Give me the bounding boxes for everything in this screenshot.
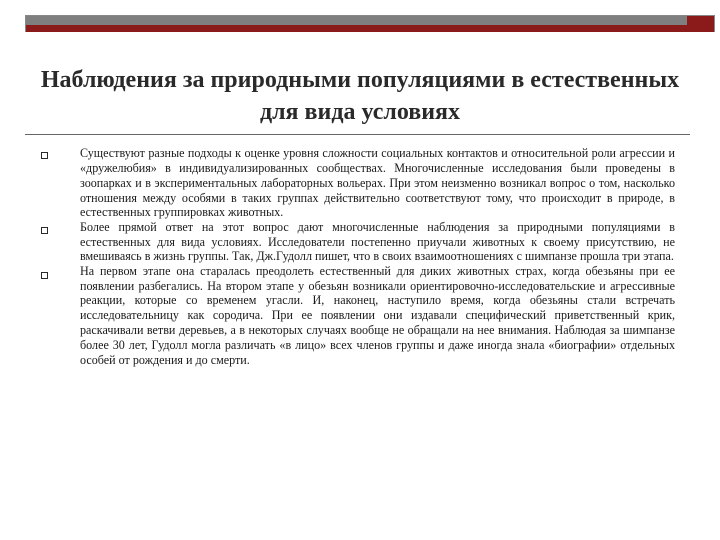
bullet-text: Более прямой ответ на этот вопрос дают многочисленные наблюдения за природными популяциями в естественных для вида условиях. Исследователи постепенно приучали животных к своему присутствию, не вмешиваясь в жизнь группы. Так, Дж.Гудолл пишет, что в своих взаимоотношениях с шимпанзе прошла три этапа. <box>80 219 675 264</box>
hollow-square-bullet-icon <box>41 227 48 234</box>
title-divider <box>25 134 690 135</box>
top-bar-corner-square <box>687 16 714 32</box>
hollow-square-bullet-icon <box>41 272 48 279</box>
bullet-text: На первом этапе она старалась преодолеть естественный для диких животных страх, когда обезьяны при ее появлении разбегались. На втором этапе у обезьян возникали ориентировочно-исследовательские и агрессивные реакции, которые со временем угасли. И, наконец, наступило время, когда обезьяны стали встречать исследовательницу как сородича. При ее появлении они издавали специфический приветственный крик, раскачивали ветви деревьев, а в некоторых случаях вообще не обращали на нее внимания. Наблюдая за шимпанзе более 30 лет, Гудолл могла различать «в лицо» всех членов группы и даже иногда знала «биографии» отдельных особей от рождения и до смерти. <box>80 263 675 367</box>
top-bar-red-stripe <box>26 25 714 32</box>
bullet-list <box>0 146 720 368</box>
bullet-item <box>0 264 720 368</box>
slide-title: Наблюдения за природными популяциями в естественных для вида условиях <box>40 67 680 125</box>
bullet-text: Существуют разные подходы к оценке уровня сложности социальных контактов и относительной роли агрессии и «дружелюбия» в индивидуализированных сообществах. Многочисленные исследования были проведены в зоопарках и в экспериментальных лабораторных вольерах. При этом неизменно возникал вопрос о том, насколько отношения между особями в таких группах действительно соответствуют тому, что происходит в природе, в естественных группировках животных. <box>80 146 675 220</box>
top-decorative-bar <box>25 15 715 32</box>
bullet-item <box>0 146 720 220</box>
bullet-item <box>0 220 720 265</box>
hollow-square-bullet-icon <box>41 152 48 159</box>
